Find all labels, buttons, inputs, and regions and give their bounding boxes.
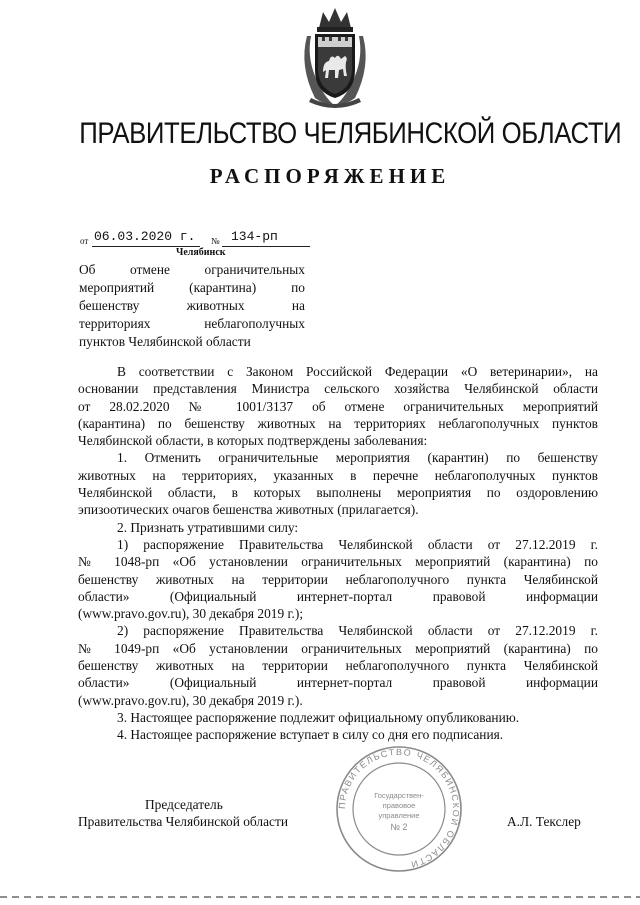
signatory-title-line-1: Председатель — [145, 797, 223, 812]
subject-line: территориях неблагополучных — [79, 316, 305, 331]
body-line: № 1049-рп «Об установлении ограничительных мероприятий (карантина) по — [78, 640, 598, 656]
body-line: В соответствии с Законом Российской Федерации «О ветеринарии», на — [117, 364, 598, 379]
body-line: эпизоотических очагов бешенства животных (прилагается). — [78, 502, 419, 518]
scan-edge-artifact — [0, 896, 640, 898]
body-line: от 28.02.2020 № 1001/3137 об отмене ограничительных мероприятий — [78, 398, 598, 414]
signatory-name: А.Л. Текслер — [507, 814, 581, 829]
body-line: бешенству животных на территории неблагополучного пункта Челябинской — [78, 658, 598, 674]
city-label: Челябинск — [176, 247, 226, 258]
number-value: 134-рп — [231, 229, 278, 244]
body-line: бешенству животных на территории неблагополучного пункта Челябинской — [78, 571, 598, 587]
body-line: 1. Отменить ограничительные мероприятия (карантин) по бешенству — [117, 450, 598, 466]
stamp-center-line: № 2 — [390, 822, 408, 832]
body-line: Челябинской области, в которых выполнены мероприятия по оздоровлению — [78, 485, 598, 501]
body-line: области» (Официальный интернет-портал правовой информации — [78, 588, 598, 604]
body-line: животных на территориях, указанных в перечне неблагополучных пунктов — [78, 467, 598, 483]
body-line: 4. Настоящее распоряжение вступает в силу со дня его подписания. — [117, 727, 504, 743]
government-title: ПРАВИТЕЛЬСТВО ЧЕЛЯБИНСКОЙ ОБЛАСТИ — [79, 117, 622, 150]
body-line: 2) распоряжение Правительства Челябинской области от 27.12.2019 г. — [117, 623, 598, 639]
body-line: (карантина) по бешенству животных на территориях неблагополучных пунктов — [78, 415, 598, 431]
date-number-line — [80, 228, 310, 248]
body-line: 3. Настоящее распоряжение подлежит официальному опубликованию. — [117, 709, 520, 725]
body-line: (www.pravo.gov.ru), 30 декабря 2019 г.). — [78, 692, 303, 708]
body-line: (www.pravo.gov.ru), 30 декабря 2019 г.); — [78, 606, 304, 622]
official-stamp — [334, 744, 464, 874]
subject-line: пунктов Челябинской области — [79, 334, 251, 349]
body-line: № 1048-рп «Об установлении ограничительных мероприятий (карантина) по — [78, 554, 598, 570]
stamp-center-line: Государствен- — [374, 791, 424, 800]
coat-of-arms-emblem — [293, 6, 377, 110]
order-body — [78, 363, 598, 744]
body-line: области» (Официальный интернет-портал правовой информации — [78, 675, 598, 691]
stamp-center-line: правовое — [382, 801, 416, 810]
stamp-center-line: управление — [378, 811, 420, 820]
stamp-outer-text: ПРАВИТЕЛЬСТВО ЧЕЛЯБИНСКОЙ ОБЛАСТИ — [336, 746, 462, 870]
number-label: № — [211, 236, 220, 246]
subject-line: бешенству животных на — [79, 298, 305, 313]
subject-line: Об отмене ограничительных — [79, 262, 305, 277]
body-line: основании представления Министра сельского хозяйства Челябинской области — [78, 381, 598, 397]
body-line: Челябинской области, в которых подтверждены заболевания: — [78, 433, 428, 449]
body-line: 2. Признать утратившими силу: — [117, 519, 299, 535]
signatory-title-line-2: Правительства Челябинской области — [78, 814, 288, 829]
subject-line: мероприятий (карантина) по — [79, 280, 305, 295]
date-label: от — [80, 236, 89, 246]
subject-block — [79, 261, 305, 351]
date-value: 06.03.2020 г. — [94, 229, 196, 244]
document-type-heading: РАСПОРЯЖЕНИЕ — [209, 164, 451, 188]
body-line: 1) распоряжение Правительства Челябинской области от 27.12.2019 г. — [117, 536, 598, 552]
